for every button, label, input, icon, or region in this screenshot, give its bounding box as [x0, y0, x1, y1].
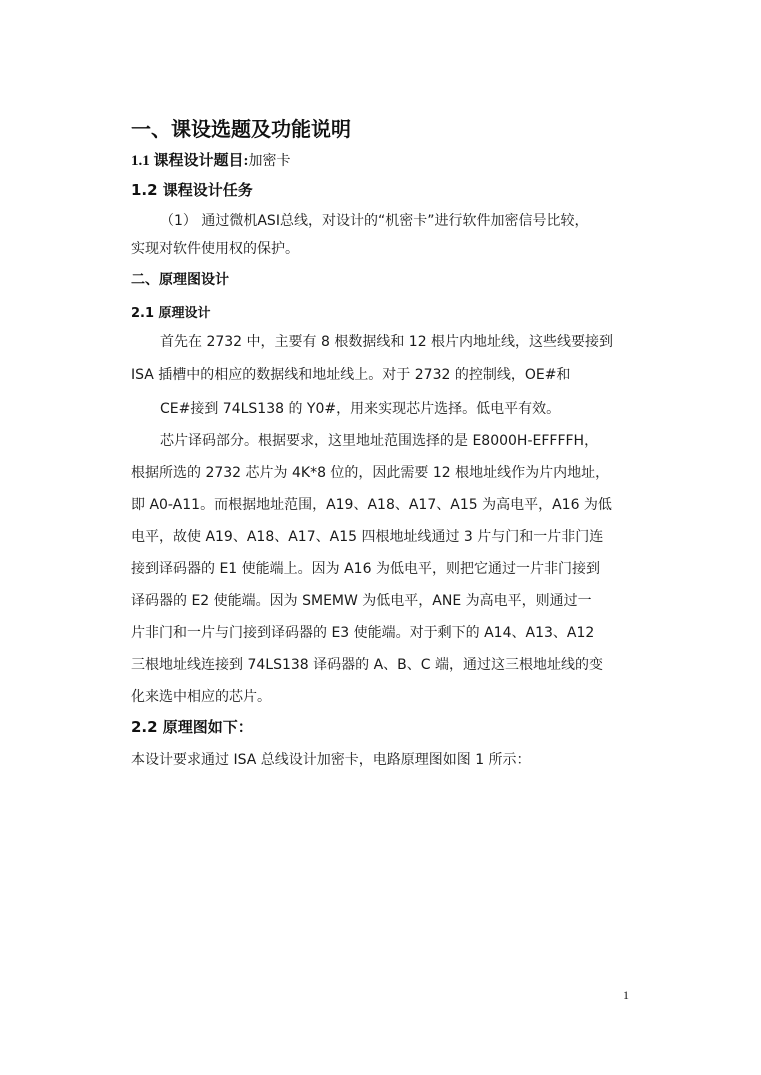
course-topic-value: 加密卡: [248, 153, 291, 169]
paragraph-2-line-9: 化来选中相应的芯片。: [131, 689, 271, 705]
page-number: 1: [623, 988, 629, 1002]
paragraph-2-line-6: 译码器的 E2 使能端。因为 SMEMW 为低电平，ANE 为高电平，则通过一: [131, 593, 592, 609]
paragraph-1-line-1: 首先在 2732 中，主要有 8 根数据线和 12 根片内地址线，这些线要接到: [160, 334, 614, 350]
paragraph-2-line-7: 片非门和一片与门接到译码器的 E3 使能端。对于剩下的 A14、A13、A12: [131, 625, 595, 641]
paragraph-1-line-2: ISA 插槽中的相应的数据线和地址线上。对于 2732 的控制线，OE#和: [131, 367, 571, 383]
subsection-2-2-heading: 2.2 原理图如下：: [131, 718, 253, 736]
task-line-2: 实现对软件使用权的保护。: [131, 241, 299, 257]
subsection-1-1-label: 1.1 课程设计题目:: [131, 153, 249, 169]
subsection-1-2-heading: 1.2 课程设计任务: [131, 181, 253, 199]
paragraph-2-line-3: 即 A0-A11。而根据地址范围，A19、A18、A17、A15 为高电平，A16 为低: [131, 497, 612, 513]
paragraph-2-line-5: 接到译码器的 E1 使能端上。因为 A16 为低电平，则把它通过一片非门接到: [131, 561, 600, 577]
paragraph-2-line-8: 三根地址线连接到 74LS138 译码器的 A、B、C 端，通过这三根地址线的变: [131, 657, 603, 673]
subsection-2-1-heading: 2.1 原理设计: [131, 306, 211, 321]
paragraph-1-line-3: CE#接到 74LS138 的 Y0#，用来实现芯片选择。低电平有效。: [160, 401, 561, 417]
task-line-1: （1） 通过微机ASI总线，对设计的“机密卡”进行软件加密信号比较，: [160, 213, 589, 229]
section-1-heading: 一、课设选题及功能说明: [131, 117, 351, 141]
paragraph-2-line-4: 电平，故使 A19、A18、A17、A15 四根地址线通过 3 片与门和一片非门连: [131, 529, 604, 545]
subsection-1-1-heading: [131, 149, 291, 170]
closing-line: 本设计要求通过 ISA 总线设计加密卡，电路原理图如图 1 所示：: [131, 752, 531, 768]
paragraph-2-line-1: 芯片译码部分。根据要求，这里地址范围选择的是 E8000H-EFFFFH，: [160, 433, 599, 449]
section-2-heading: 二、原理图设计: [131, 272, 229, 288]
paragraph-2-line-2: 根据所选的 2732 芯片为 4K*8 位的，因此需要 12 根地址线作为片内地址，: [131, 465, 610, 481]
